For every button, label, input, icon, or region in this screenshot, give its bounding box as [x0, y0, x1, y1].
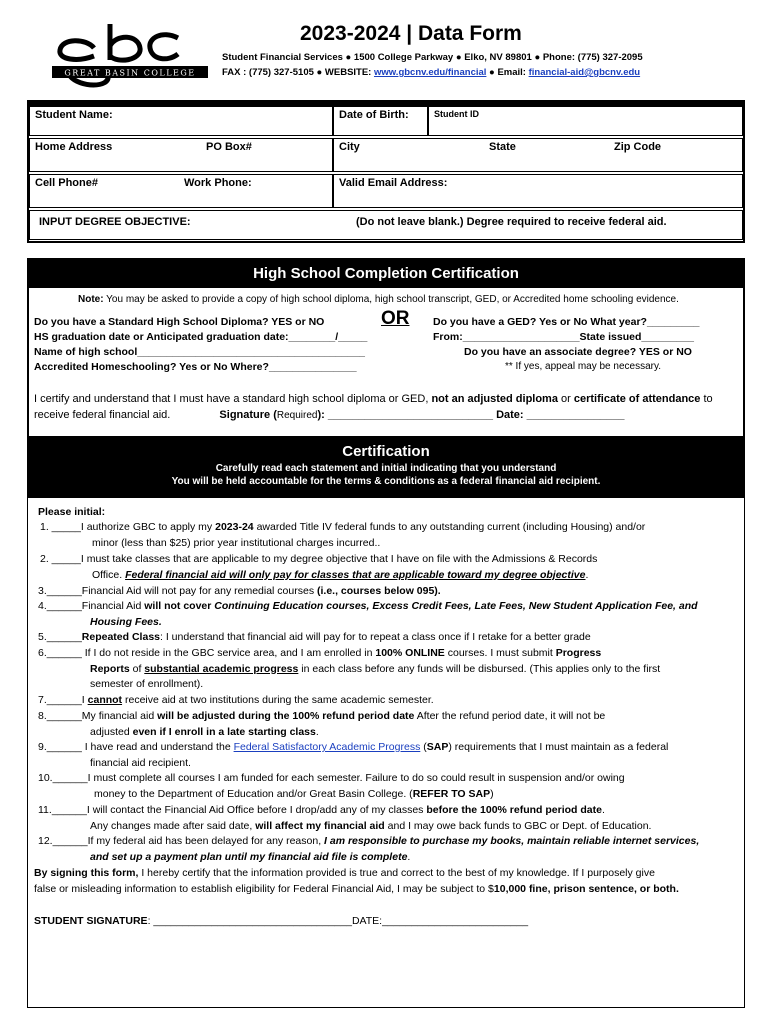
work-phone-label: Work Phone: [184, 177, 252, 189]
home-address-field[interactable]: Home Address PO Box# [29, 138, 333, 172]
cert-item-10: 10.______I must complete all courses I am funded for each semester. Failure to do so could result in suspension and/or owing money to the Department of Education and/or Great Basin College. (REFER TO SAP) [38, 772, 625, 800]
student-signature-line[interactable]: STUDENT SIGNATURE: __________________________________DATE:_________________________ [34, 915, 529, 927]
hs-diploma-question: Do you have a Standard High School Diploma? YES or NO [34, 316, 325, 328]
homeschool-question: Accredited Homeschooling? Yes or No Where?_______________ [34, 361, 357, 373]
email-field[interactable]: Valid Email Address: [333, 174, 743, 208]
hs-certify-statement: I certify and understand that I must have a standard high school diploma or GED, not an adjusted diploma or certificate of attendance to receive federal financial aid. Signature (Required): ___________________________ Date: ________________ [34, 393, 713, 421]
gbc-logo [50, 18, 210, 88]
cert-item-8: 8.______My financial aid will be adjusted during the 100% refund period date After the refund period date, it will not be adjusted even if I enroll in a late starting class. [38, 710, 606, 738]
po-box-label: PO Box# [206, 141, 252, 153]
cert-item-11: 11.______I will contact the Financial Aid Office before I drop/add any of my classes before the 100% refund period date. Any changes made after said date, will affect my financial aid and I may owe back funds to GBC or Dept. of Education. [38, 804, 652, 832]
cert-item-2: 2. _____I must take classes that are applicable to my degree objective that I have on file with the Admissions & Records Office. Federal financial aid will only pay for classes that are applicable toward my degree objective. [40, 553, 598, 581]
cert-item-6: 6.______ If I do not reside in the GBC service area, and I am enrolled in 100% ONLINE courses. I must submit Progress Reports of substantial academic progress in each class before any funds will be disbursed. (This applies only to the first semester of enrollment). [38, 647, 661, 691]
email-link[interactable]: financial-aid@gbcnv.edu [528, 67, 641, 78]
logo-text: GREAT BASIN COLLEGE [64, 68, 196, 78]
or-label: OR [381, 308, 410, 329]
city-state-zip-field[interactable]: City State Zip Code [333, 138, 743, 172]
certification-header [27, 438, 745, 498]
student-name-field[interactable]: Student Name: [29, 106, 333, 136]
degree-note: (Do not leave blank.) Degree required to receive federal aid. [356, 216, 667, 228]
state-label: State [489, 141, 516, 153]
ged-from: From:____________________State issued_________ [433, 331, 694, 343]
page-title: 2023-2024 | Data Form [300, 22, 522, 45]
cert-item-4: 4.______Financial Aid will not cover Continuing Education courses, Excess Credit Fees, Late Fees, New Student Application Fee, and Housing Fees. [38, 600, 698, 628]
sap-link[interactable]: Federal Satisfactory Academic Progress [233, 741, 421, 753]
associate-question: Do you have an associate degree? YES or NO [464, 346, 692, 358]
cert-item-3: 3.______Financial Aid will not pay for any remedial courses (i.e., courses below 095). [38, 585, 441, 597]
cert-item-12: 12.______If my federal aid has been delayed for any reason, I am responsible to purchase my books, maintain reliable internet services, and set up a payment plan until my financial aid file is complete. [38, 835, 700, 863]
appeal-note: ** If yes, appeal may be necessary. [505, 361, 662, 372]
cert-item-7: 7.______I cannot receive aid at two institutions during the same academic semester. [38, 694, 434, 706]
contact-line-2: FAX : (775) 327-5105 ● WEBSITE: www.gbcnv.edu/financial ● Email: financial-aid@gbcnv.edu [222, 67, 641, 78]
hs-title: High School Completion Certification [29, 260, 743, 288]
ged-question: Do you have a GED? Yes or No What year?_________ [433, 316, 700, 328]
cert-item-9: 9.______ I have read and understand the Federal Satisfactory Academic Progress (SAP) requirements that I must maintain as a federal financial aid recipient. [38, 741, 669, 769]
hs-name: Name of high school_______________________________________ [34, 346, 366, 358]
contact-line-1: Student Financial Services ● 1500 College Parkway ● Elko, NV 89801 ● Phone: (775) 327-2095 [222, 52, 643, 63]
certification-sub1: Carefully read each statement and initial indicating that you understand [215, 463, 557, 474]
certification-sub2: You will be held accountable for the terms & conditions as a federal financial aid recipient. [171, 476, 601, 487]
hs-note: Note: You may be asked to provide a copy of high school diploma, high school transcript, GED, or Accredited home schooling evidence. [78, 294, 679, 305]
hs-grad-date: HS graduation date or Anticipated graduation date:________/_____ [34, 331, 368, 343]
zip-label: Zip Code [614, 141, 662, 153]
phone-field[interactable]: Cell Phone# Work Phone: [29, 174, 333, 208]
please-initial: Please initial: [38, 506, 106, 518]
cert-item-5: 5.______Repeated Class: I understand that financial aid will pay for to repeat a class once if I retake for a better grade [38, 631, 591, 643]
certification-title: Certification [342, 443, 430, 460]
degree-objective-field[interactable]: INPUT DEGREE OBJECTIVE: (Do not leave blank.) Degree required to receive federal aid. [29, 210, 743, 240]
closing-statement: By signing this form, I hereby certify that the information provided is true and correct to the best of my knowledge. If I purposely give false or misleading information to establish eligibility for Federal Financial Aid, I may be subject to $10,000 fine, prison sentence, or both. [34, 867, 679, 895]
website-link[interactable]: www.gbcnv.edu/financial [373, 67, 487, 78]
student-id-field[interactable]: Student ID [428, 106, 743, 136]
dob-field[interactable]: Date of Birth: [333, 106, 428, 136]
cert-item-1: 1. _____I authorize GBC to apply my 2023-24 awarded Title IV federal funds to any outstanding current (including Housing) and/or minor (less than $25) prior year institutional charges incurred.. [40, 521, 646, 549]
